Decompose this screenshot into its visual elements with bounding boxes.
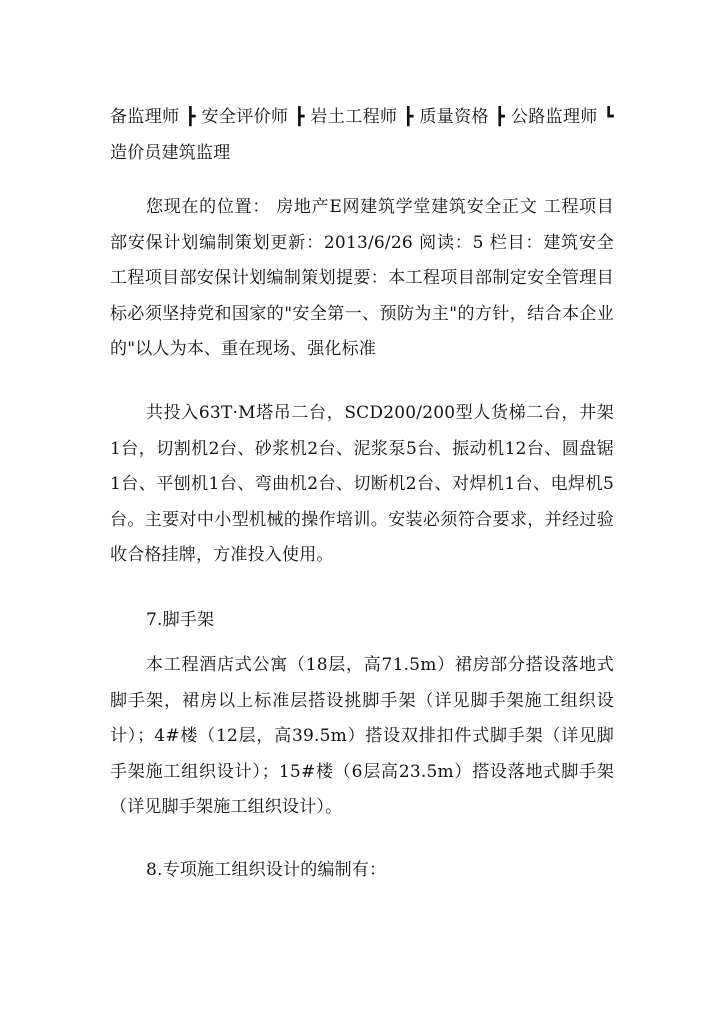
- location-summary-paragraph: 您现在的位置： 房地产E网建筑学堂建筑安全正文 工程项目部安保计划编制策划更新：2013/6/26 阅读：5 栏目：建筑安全工程项目部安保计划编制策划提要：本工程项目部制定安全管理目标必须坚持党和国家的"安全第一、预防为主"的方针，结合本企业的"以人为本、重在现场、强化标准: [110, 197, 614, 359]
- category-links-paragraph: 备监理师 ┣ 安全评价师 ┣ 岩土工程师 ┣ 质量资格 ┣ 公路监理师 ┗ 造价员建筑监理: [110, 107, 614, 163]
- section-heading-special-design: 8.专项施工组织设计的编制有：: [146, 860, 387, 880]
- section-heading-scaffold: 7.脚手架: [146, 610, 215, 630]
- scaffold-paragraph: 本工程酒店式公寓（18层，高71.5m）裙房部分搭设落地式脚手架，裙房以上标准层搭设挑脚手架（详见脚手架施工组织设计）；4#楼（12层，高39.5m）搭设双排扣件式脚手架（详见脚手架施工组织设计）；15#楼（6层高23.5m）搭设落地式脚手架（详见脚手架施工组织设计）。: [110, 655, 614, 817]
- equipment-paragraph: 共投入63T·M塔吊二台，SCD200/200型人货梯二台，井架1台，切割机2台、砂浆机2台、泥浆泵5台、振动机12台、圆盘锯1台、平刨机1台、弯曲机2台、切断机2台、对焊机1台、电焊机5台。主要对中小型机械的操作培训。安装必须符合要求，并经过验收合格挂牌，方准投入使用。: [110, 403, 614, 565]
